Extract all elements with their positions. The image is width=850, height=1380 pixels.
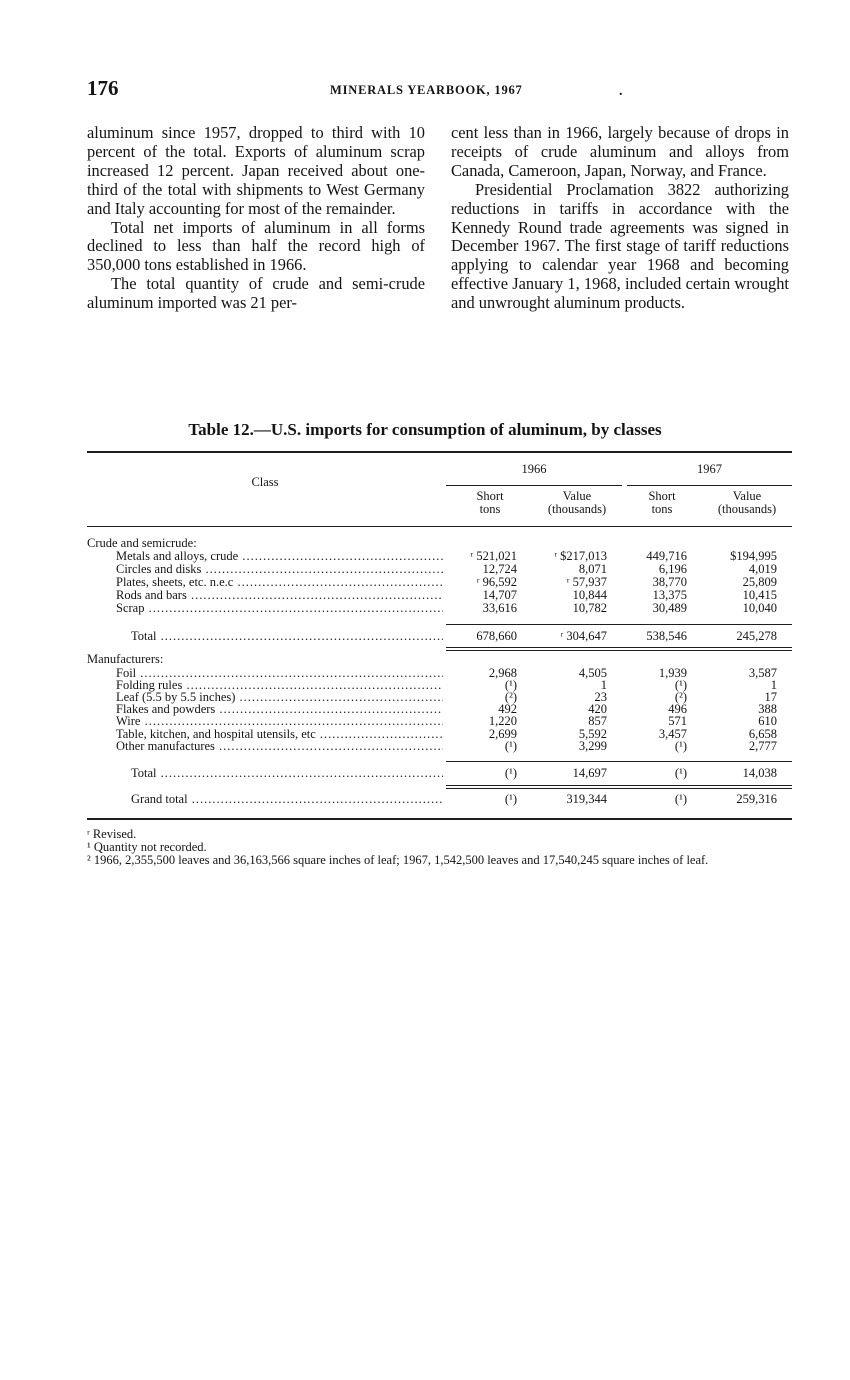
table-row-total <box>87 767 787 780</box>
cell-short-tons-1967: 496 <box>668 702 687 716</box>
page-number: 176 <box>87 76 119 100</box>
cell-value-1967: 259,316 <box>736 792 777 806</box>
cell-short-tons-1966: 2,699 <box>488 727 517 741</box>
cell-value-1966: 14,697 <box>572 766 607 780</box>
subtotal-rule <box>446 624 792 625</box>
body-text-left-column <box>87 124 425 313</box>
row-label: Total ..... <box>131 630 443 643</box>
row-label: Folding rules ..... <box>116 679 443 692</box>
cell-short-tons-1966: ʳ 96,592 <box>476 575 517 589</box>
grand-total-double-rule <box>446 788 792 789</box>
year-1967-rule <box>627 485 792 486</box>
cell-value-1967: 2,777 <box>748 739 777 753</box>
cell-short-tons-1966: 14,707 <box>482 588 517 602</box>
cell-short-tons-1967: 3,457 <box>658 727 687 741</box>
row-label: Flakes and powders ..... <box>116 703 443 716</box>
cell-short-tons-1967: (¹) <box>674 739 687 753</box>
row-label: Scrap ..... <box>116 602 443 615</box>
cell-short-tons-1967: 1,939 <box>658 666 687 680</box>
header-year-1966: 1966 <box>521 462 547 476</box>
header-class: Class <box>251 475 279 489</box>
paragraph: The total quantity of crude and semi-crude aluminum imported was 21 per- <box>87 274 425 313</box>
cell-short-tons-1967: 6,196 <box>658 562 687 576</box>
cell-short-tons-1966: (¹) <box>504 739 517 753</box>
cell-short-tons-1967: (¹) <box>674 766 687 780</box>
cell-value-1967: 17 <box>764 690 777 704</box>
header-short: Short <box>476 489 504 503</box>
cell-value-1967: 388 <box>758 702 777 716</box>
cell-short-tons-1967: 30,489 <box>652 601 687 615</box>
cell-short-tons-1966: 678,660 <box>476 629 517 643</box>
table-row-grand-total <box>87 793 787 806</box>
cell-value-1966: 8,071 <box>578 562 607 576</box>
cell-short-tons-1967: 449,716 <box>646 549 687 563</box>
cell-short-tons-1967: 38,770 <box>652 575 687 589</box>
cell-short-tons-1966: (¹) <box>504 792 517 806</box>
cell-short-tons-1966: (¹) <box>504 766 517 780</box>
running-head: MINERALS YEARBOOK, 1967 <box>330 83 523 97</box>
cell-short-tons-1966: 12,724 <box>482 562 517 576</box>
cell-value-1966: 5,592 <box>578 727 607 741</box>
cell-value-1966: 10,844 <box>572 588 607 602</box>
cell-value-1967: 4,019 <box>748 562 777 576</box>
cell-value-1967: 610 <box>758 714 777 728</box>
header-year-1967: 1967 <box>697 462 722 476</box>
table-row <box>87 602 787 615</box>
row-label: Foil ..... <box>116 667 443 680</box>
paragraph: cent less than in 1966, largely because of drops in receipts of crude aluminum and alloys from Canada, Cameroon, Japan, Norway, and France. <box>451 123 789 180</box>
row-label: Metals and alloys, crude ..... <box>116 550 443 563</box>
cell-value-1966: 1 <box>600 678 607 692</box>
cell-short-tons-1966: 1,220 <box>488 714 517 728</box>
cell-value-1966: ʳ $217,013 <box>554 549 607 563</box>
footnote-2: ² 1966, 2,355,500 leaves and 36,163,566 square inches of leaf; 1967, 1,542,500 leaves and 17,540,245 square inches of leaf. <box>87 853 709 867</box>
cell-short-tons-1967: 571 <box>668 714 687 728</box>
cell-short-tons-1967: (¹) <box>674 792 687 806</box>
cell-value-1966: 4,505 <box>578 666 607 680</box>
header-value: Value <box>732 489 762 503</box>
cell-value-1967: 245,278 <box>736 629 777 643</box>
header-bottom-rule <box>87 526 792 527</box>
header-thousands: (thousands) <box>547 502 607 516</box>
row-label: Table, kitchen, and hospital utensils, etc ..... <box>116 728 443 741</box>
header-value-1966 <box>532 490 622 516</box>
cell-value-1967: 6,658 <box>748 727 777 741</box>
table-row-total <box>87 630 787 643</box>
cell-value-1966: ʳ 57,937 <box>566 575 607 589</box>
cell-short-tons-1967: 13,375 <box>652 588 687 602</box>
cell-value-1967: 3,587 <box>748 666 777 680</box>
total-double-rule <box>446 650 792 651</box>
header-thousands: (thousands) <box>717 502 777 516</box>
row-label: Circles and disks ..... <box>116 563 443 576</box>
paragraph: Presidential Proclamation 3822 authorizing reductions in tariffs in accordance with the Kennedy Round trade agreements was signed in December 1967. The first stage of tariff reductions applying to calendar year 1968 and becoming effective January 1, 1968, included certain wrought and unwrought aluminum products. <box>451 179 789 313</box>
header-short-tons-1967 <box>622 490 702 516</box>
cell-short-tons-1966: 2,968 <box>488 666 517 680</box>
year-1966-rule <box>446 485 622 486</box>
cell-value-1966: ʳ 304,647 <box>560 629 607 643</box>
row-label: Other manufactures ..... <box>116 740 443 753</box>
cell-short-tons-1966: (²) <box>504 690 517 704</box>
cell-value-1966: 10,782 <box>572 601 607 615</box>
paragraph: Total net imports of aluminum in all forms declined to less than half the record high of 350,000 tons established in 1966. <box>87 217 425 275</box>
cell-value-1967: 10,415 <box>742 588 777 602</box>
cell-value-1967: $194,995 <box>730 549 777 563</box>
cell-short-tons-1966: 33,616 <box>482 601 517 615</box>
total-double-rule <box>446 647 792 648</box>
paragraph: aluminum since 1957, dropped to third with 10 percent of the total. Exports of aluminum scrap increased 12 percent. Japan received about one-third of the total with shipments to West Germany and Italy accounting for most of the remainder. <box>87 123 425 218</box>
cell-value-1967: 25,809 <box>742 575 777 589</box>
cell-short-tons-1967: (¹) <box>674 678 687 692</box>
cell-short-tons-1966: (¹) <box>504 678 517 692</box>
header-short-tons-1966 <box>450 490 530 516</box>
header-tons: tons <box>651 502 673 516</box>
row-label: Rods and bars ..... <box>116 589 443 602</box>
stray-dot: . <box>619 84 623 99</box>
cell-value-1967: 1 <box>770 678 777 692</box>
cell-short-tons-1967: 538,546 <box>646 629 687 643</box>
section-label: Crude and semicrude: <box>87 537 197 550</box>
section-label: Manufacturers: <box>87 653 164 666</box>
table-bottom-rule <box>87 818 792 820</box>
grand-total-double-rule <box>446 785 792 786</box>
row-label: Grand total ..... <box>131 793 443 806</box>
header-value: Value <box>562 489 592 503</box>
row-label: Plates, sheets, etc. n.e.c ..... <box>116 576 443 589</box>
cell-value-1966: 319,344 <box>566 792 607 806</box>
table-top-rule <box>87 451 792 453</box>
cell-value-1966: 23 <box>594 690 607 704</box>
cell-value-1967: 14,038 <box>742 766 777 780</box>
header-value-1967 <box>702 490 792 516</box>
cell-value-1966: 857 <box>588 714 607 728</box>
cell-value-1966: 420 <box>588 702 607 716</box>
subtotal-rule <box>446 761 792 762</box>
row-label: Wire ..... <box>116 715 443 728</box>
cell-short-tons-1967: (²) <box>674 690 687 704</box>
footnote-1: ¹ Quantity not recorded. <box>87 840 207 854</box>
cell-short-tons-1966: ʳ 521,021 <box>470 549 517 563</box>
footnote-revised: ʳ Revised. <box>87 827 137 841</box>
cell-value-1966: 3,299 <box>578 739 607 753</box>
header-tons: tons <box>479 502 501 516</box>
cell-value-1967: 10,040 <box>742 601 777 615</box>
cell-short-tons-1966: 492 <box>498 702 517 716</box>
body-text-right-column <box>451 124 789 313</box>
row-label: Leaf (5.5 by 5.5 inches) ..... <box>116 691 443 704</box>
section-heading-manufacturers <box>87 653 787 666</box>
table-title: Table 12.—U.S. imports for consumption of aluminum, by classes <box>188 420 662 439</box>
row-label: Total ..... <box>131 767 443 780</box>
table-row <box>87 740 787 753</box>
header-short: Short <box>648 489 676 503</box>
